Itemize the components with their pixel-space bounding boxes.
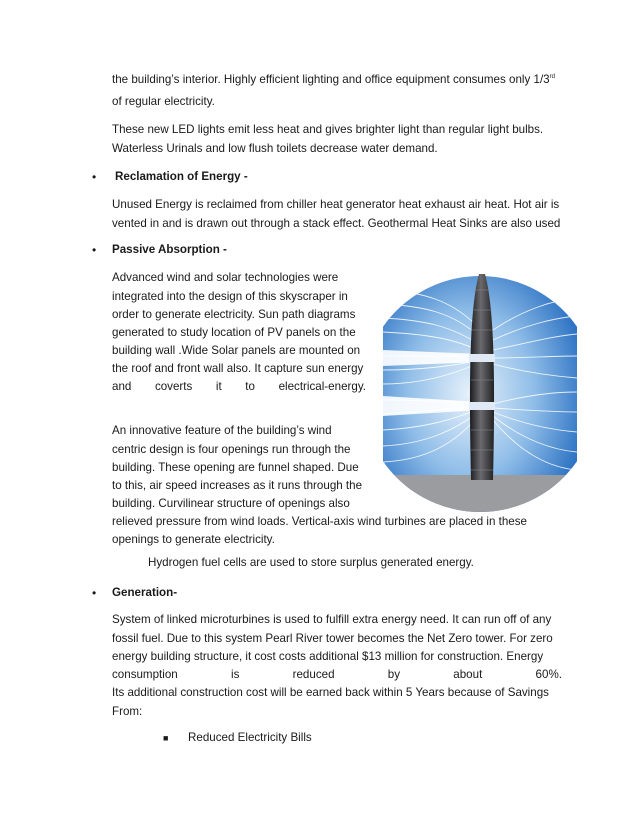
passive-p1-line-2: integrated into the design of this skyscraper in xyxy=(112,290,348,303)
generation-line-6: From: xyxy=(112,705,143,718)
bullet-icon: • xyxy=(92,586,97,600)
passive-p2-line-6: relieved pressure from wind loads. Vertical-axis wind turbines are placed in these xyxy=(112,515,528,528)
word: reduced xyxy=(292,668,335,681)
generation-line-5: Its additional construction cost will be earned back within 5 Years because of Savings xyxy=(112,686,549,699)
generation-line-4 xyxy=(112,668,562,682)
word: is xyxy=(231,668,240,681)
led-line-2: Waterless Urinals and low flush toilets decrease water demand. xyxy=(112,142,438,155)
hydrogen-line: Hydrogen fuel cells are used to store surplus generated energy. xyxy=(148,556,474,569)
reclamation-line-1: Unused Energy is reclaimed from chiller heat generator heat exhaust air heat. Hot air is xyxy=(112,198,560,211)
reclamation-line-2: vented in and is drawn out through a stack effect. Geothermal Heat Sinks are also used xyxy=(112,217,561,230)
word: to xyxy=(245,380,255,393)
bullet-icon: • xyxy=(92,243,97,257)
tower-opening-lower xyxy=(469,402,495,410)
passive-p2-line-7: openings to generate electricity. xyxy=(112,533,275,546)
generation-line-3: energy building structure, it cost costs additional $13 million for construction. Energy xyxy=(112,650,544,663)
superscript-rd: rd xyxy=(549,74,555,81)
passive-p1-line-1: Advanced wind and solar technologies were xyxy=(112,271,339,284)
passive-p1-line-7 xyxy=(112,380,366,394)
generation-line-2: fossil fuel. Due to this system Pearl River tower becomes the Net Zero tower. For zero xyxy=(112,632,553,645)
passive-p1-line-3: order to generate electricity. Sun path diagrams xyxy=(112,308,356,321)
word: electrical-energy. xyxy=(278,380,366,393)
passive-p2-line-2: centric design is four openings run through the xyxy=(112,443,351,456)
tower-opening-upper xyxy=(469,354,495,362)
passive-p2-line-5: building. Curvilinear structure of openings also xyxy=(112,497,350,510)
square-bullet-icon: ■ xyxy=(163,733,169,743)
generation-heading: Generation- xyxy=(112,586,178,599)
passive-p1-line-4: generated to study location of PV panels on the xyxy=(112,326,356,339)
bullet-icon: • xyxy=(92,170,97,184)
word: about xyxy=(453,668,483,681)
passive-p1-line-6: the roof and front wall also. It capture sun energy xyxy=(112,362,364,375)
passive-p2-line-1: An innovative feature of the building’s wind xyxy=(112,424,332,437)
sub-item-reduced-bills: Reduced Electricity Bills xyxy=(188,731,312,744)
ground-plane xyxy=(383,475,577,518)
led-line-1: These new LED lights emit less heat and gives brighter light than regular light bulbs. xyxy=(112,123,544,136)
intro-line-1 xyxy=(112,73,555,87)
reclamation-heading: Reclamation of Energy - xyxy=(115,170,248,183)
passive-p2-line-3: building. These opening are funnel shaped. Due xyxy=(112,461,359,474)
passive-p1-line-5: building wall .Wide Solar panels are mounted on xyxy=(112,344,361,357)
word: it xyxy=(215,380,222,393)
word: by xyxy=(387,668,401,681)
passive-p2-line-4: to this, air speed increases as it runs through the xyxy=(112,479,363,492)
word: and xyxy=(112,380,132,393)
word: 60%. xyxy=(535,668,562,681)
word: coverts xyxy=(154,380,193,393)
passive-heading: Passive Absorption - xyxy=(112,243,227,256)
wind-flow-diagram xyxy=(383,270,577,518)
intro-line-1-text: the building’s interior. Highly efficient lighting and office equipment consumes only 1/3 xyxy=(112,73,550,86)
generation-line-1: System of linked microturbines is used to fulfill extra energy need. It can run off of any xyxy=(112,613,552,626)
intro-line-2: of regular electricity. xyxy=(112,95,215,108)
word: consumption xyxy=(112,668,178,681)
